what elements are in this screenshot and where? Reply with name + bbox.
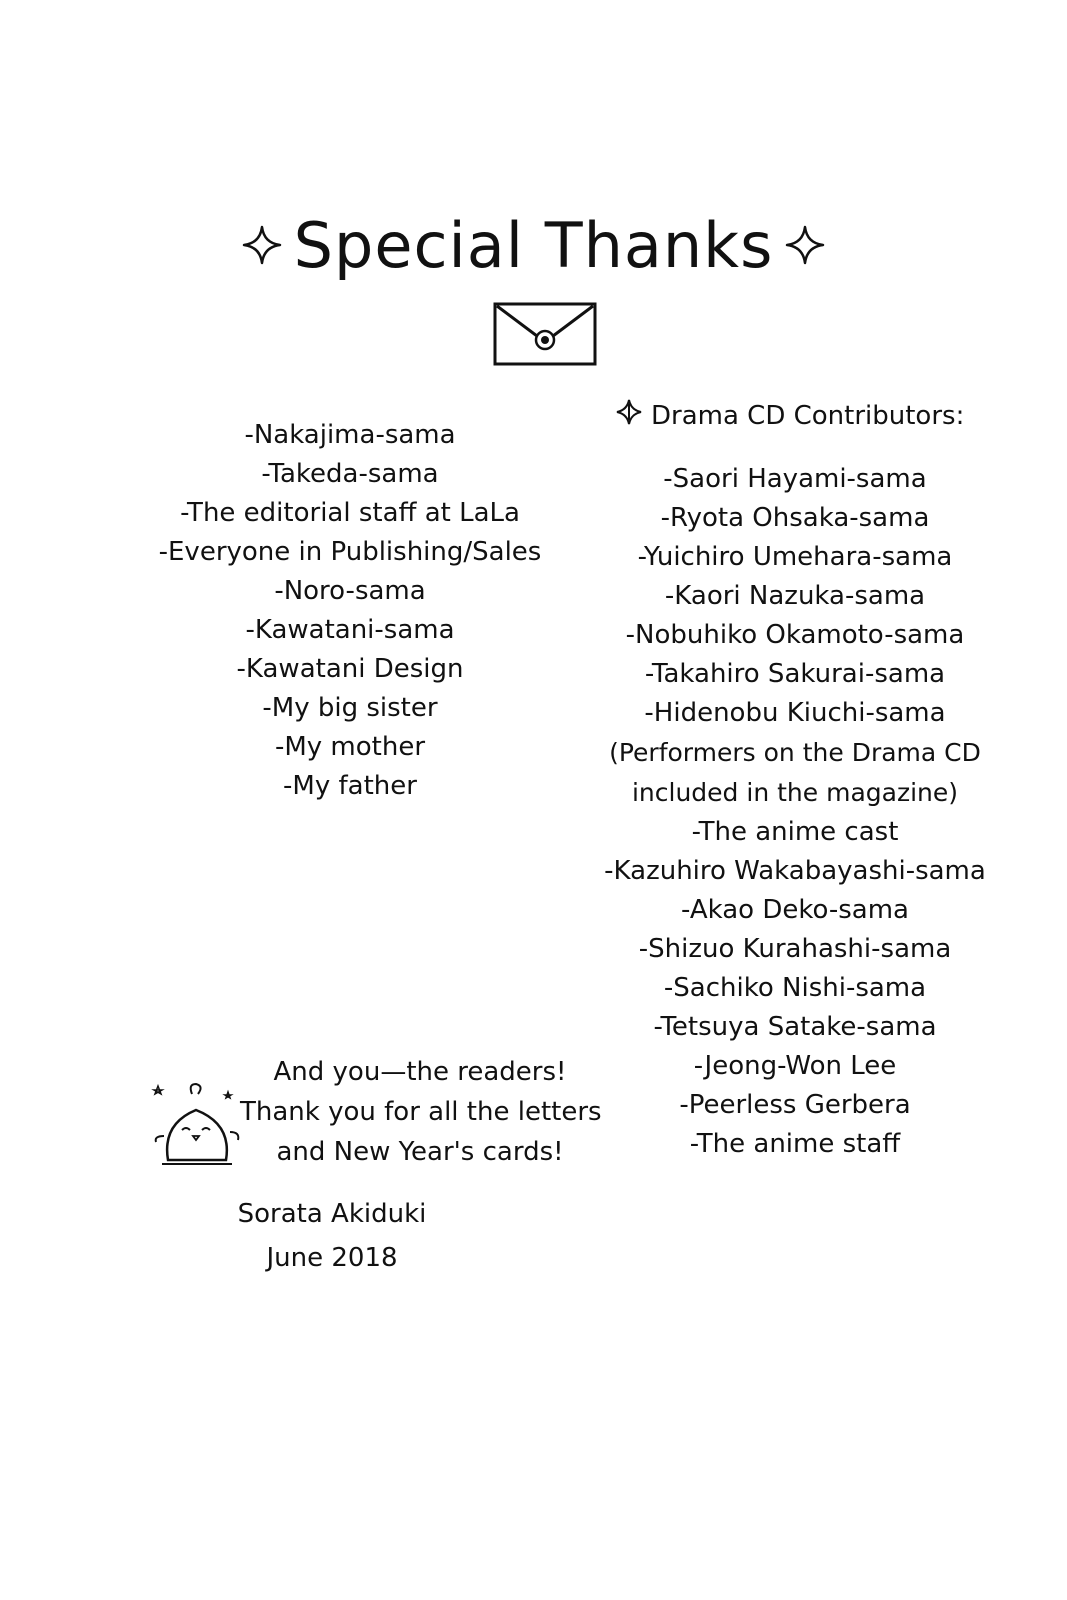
list-item: -Takeda-sama <box>261 459 439 489</box>
list-item: -My mother <box>274 732 426 762</box>
readers-message-line: And you—the readers! <box>273 1057 567 1087</box>
list-item: -Yuichiro Umehara-sama <box>637 542 953 572</box>
diamond-bullet-icon <box>615 398 643 433</box>
list-item: -The anime staff <box>689 1129 901 1159</box>
readers-message-line: Thank you for all the letters <box>240 1097 602 1127</box>
signature <box>232 1192 432 1280</box>
left-thanks-list <box>150 416 550 806</box>
author-name: Sorata Akiduki <box>237 1199 427 1229</box>
list-item: -Takahiro Sakurai-sama <box>644 659 946 689</box>
list-item: -Hidenobu Kiuchi-sama <box>644 698 946 728</box>
list-item: -Kawatani Design <box>236 654 464 684</box>
list-item: -Noro-sama <box>274 576 426 606</box>
readers-message-line: and New Year's cards! <box>276 1137 564 1167</box>
list-item: -Saori Hayami-sama <box>663 464 927 494</box>
list-item: -Peerless Gerbera <box>679 1090 911 1120</box>
signature-date: June 2018 <box>266 1243 398 1273</box>
readers-message <box>240 1052 600 1172</box>
list-item: -Shizuo Kurahashi-sama <box>638 934 952 964</box>
chick-mascot-icon <box>148 1074 248 1174</box>
list-item-note: (Performers on the Drama CD <box>609 738 981 767</box>
right-thanks-list <box>600 460 990 1164</box>
sparkle-icon <box>240 223 284 267</box>
list-item: -Kazuhiro Wakabayashi-sama <box>604 856 986 886</box>
list-item: -The anime cast <box>691 817 899 847</box>
list-item-note: included in the magazine) <box>631 778 958 807</box>
envelope-icon <box>492 296 598 368</box>
list-item: -Nobuhiko Okamoto-sama <box>625 620 965 650</box>
list-item: -Sachiko Nishi-sama <box>663 973 927 1003</box>
page-title: Special Thanks <box>293 208 774 282</box>
list-item: -My father <box>283 771 417 801</box>
list-item: -Kawatani-sama <box>245 615 455 645</box>
list-item: -Kaori Nazuka-sama <box>664 581 926 611</box>
list-item: -My big sister <box>262 693 438 723</box>
sparkle-icon <box>783 223 827 267</box>
list-item: -Nakajima-sama <box>244 420 456 450</box>
list-item: -Tetsuya Satake-sama <box>653 1012 937 1042</box>
list-item: -Akao Deko-sama <box>681 895 909 925</box>
drama-cd-heading <box>615 398 975 433</box>
list-item: -Ryota Ohsaka-sama <box>660 503 930 533</box>
title-row <box>0 200 1067 290</box>
drama-cd-heading-text: Drama CD Contributors: <box>651 400 965 431</box>
list-item: -Everyone in Publishing/Sales <box>158 537 542 567</box>
list-item: -Jeong-Won Lee <box>693 1051 897 1081</box>
list-item: -The editorial staff at LaLa <box>180 498 520 528</box>
